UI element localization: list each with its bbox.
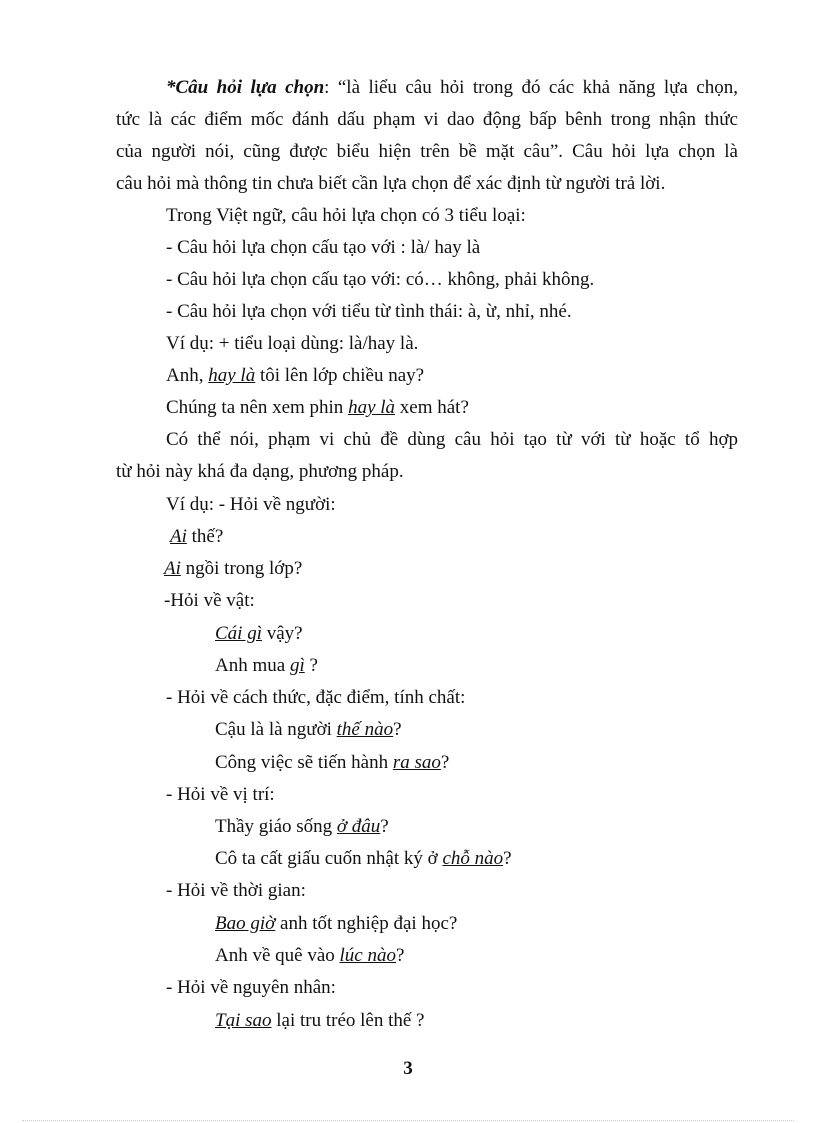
question-word: chỗ nào [442,848,504,869]
person-example-2: Ai ngồi trong lớp? [164,558,303,579]
example-1-sentence-2: Chúng ta nên xem phin hay là xem hát? [166,397,469,418]
place-label: - Hỏi về vị trí: [166,784,275,805]
intro-line-1: *Câu hỏi lựa chọn: “là liểu câu hỏi trong đó các khả năng lựa chọn, [166,77,738,98]
manner-label: - Hỏi về cách thức, đặc điểm, tính chất: [166,687,466,708]
question-word: Tại sao [215,1010,272,1031]
scope-line-2: từ hỏi này khá đa dạng, phương pháp. [116,461,404,482]
example-1-label: Ví dụ: + tiểu loại dùng: là/hay là. [166,333,419,354]
place-example-2: Cô ta cất giấu cuốn nhật ký ở chỗ nào? [215,848,512,869]
page-number: 3 [403,1058,413,1079]
subtype-item-2: - Câu hỏi lựa chọn cấu tạo với: có… không, phải không. [166,269,595,290]
intro-line-4: câu hỏi mà thông tin chưa biết cần lựa chọn để xác định từ người trả lời. [116,173,666,194]
person-label: Ví dụ: - Hỏi về người: [166,494,336,515]
time-label: - Hỏi về thời gian: [166,880,306,901]
time-example-1: Bao giờ anh tốt nghiệp đại học? [215,913,458,934]
question-word: hay là [348,397,396,418]
manner-example-2: Công việc sẽ tiến hành ra sao? [215,752,450,773]
place-example-1: Thầy giáo sống ở đâu? [215,816,389,837]
subtype-item-3: - Câu hỏi lựa chọn với tiểu từ tình thái: à, ừ, nhỉ, nhé. [166,301,572,322]
question-word: Ai [164,558,181,579]
intro-line-2: tức là các điểm mốc đánh dấu phạm vi dao động bấp bênh trong nhận thức [116,109,738,130]
time-example-2: Anh về quê vào lúc nào? [215,945,405,966]
question-word: Ai [170,526,187,547]
heading-choice-question: *Câu hỏi lựa chọn [166,77,325,98]
question-word: ở đâu [336,816,381,837]
reason-example-1: Tại sao lại tru tréo lên thế ? [215,1010,425,1031]
subtypes-intro: Trong Việt ngữ, câu hỏi lựa chọn có 3 tiểu loại: [166,205,526,226]
thing-label: -Hỏi về vật: [164,590,255,611]
example-1-sentence-1: Anh, hay là tôi lên lớp chiều nay? [166,365,425,386]
thing-example-1: Cái gì vậy? [215,623,303,644]
thing-example-2: Anh mua gì ? [215,655,318,676]
person-example-1: Ai thế? [170,526,224,547]
page-bottom-border [22,1120,794,1121]
manner-example-1: Cậu là là người thế nào? [215,719,402,740]
intro-line-3: của người nói, cũng được biểu hiện trên bề mặt câu”. Câu hỏi lựa chọn là [116,141,738,162]
question-word: thế nào [336,719,394,740]
question-word: ra sao [392,752,441,773]
question-word: hay là [208,365,256,386]
question-word: Bao giờ [215,913,276,934]
question-word: Cái gì [215,623,262,644]
scope-line-1: Có thể nói, phạm vi chủ đề dùng câu hỏi tạo từ với từ hoặc tổ hợp [166,429,738,450]
subtype-item-1: - Câu hỏi lựa chọn cấu tạo với : là/ hay là [166,237,481,258]
question-word: gì [289,655,305,676]
question-word: lúc nào [339,945,396,966]
reason-label: - Hỏi về nguyên nhân: [166,977,336,998]
